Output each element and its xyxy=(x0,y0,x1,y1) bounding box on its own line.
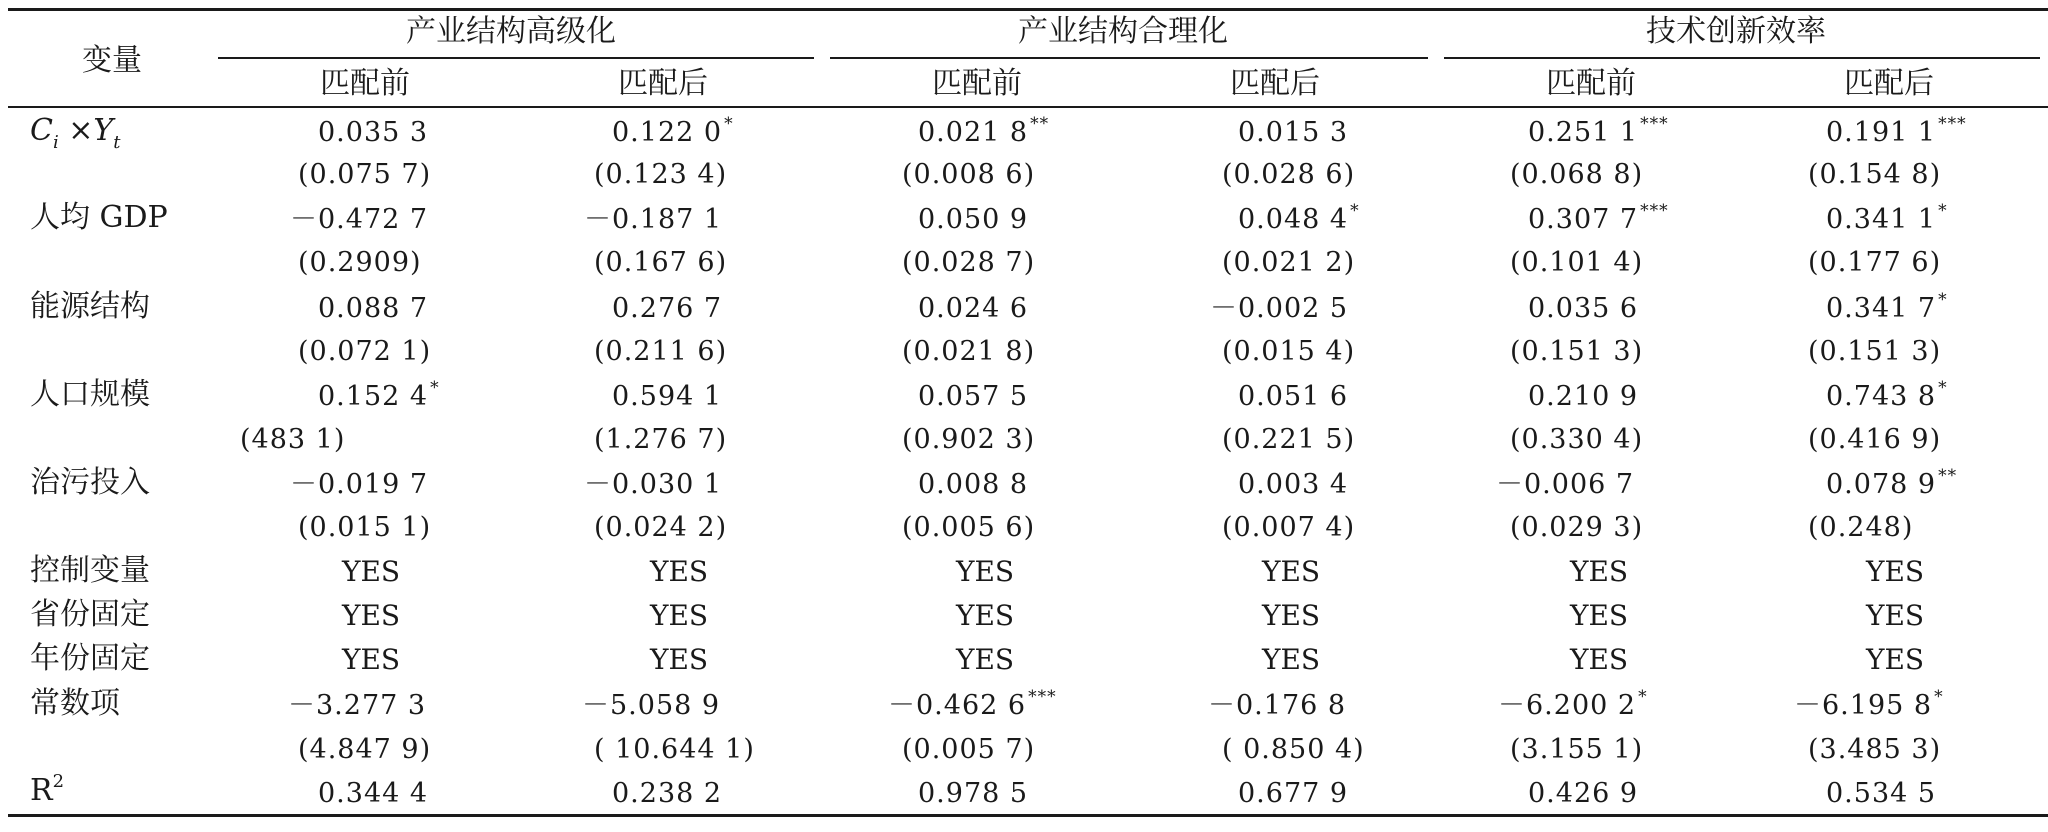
pop-se-6: (0.416 9) xyxy=(1808,424,1942,455)
energy-se-6: (0.151 3) xyxy=(1808,336,1942,367)
row-label-constant: 常数项 xyxy=(30,686,120,721)
energy-se-2: (0.211 6) xyxy=(594,336,728,367)
cy-se-2: (0.123 4) xyxy=(594,159,728,190)
pop-se-2: (1.276 7) xyxy=(594,424,728,455)
row-label-r-squared: $R^2$ xyxy=(30,771,65,808)
gdp-se-2: (0.167 6) xyxy=(594,247,728,278)
energy-coef-5: 0.035 6 xyxy=(1528,293,1639,324)
control-val-4: YES xyxy=(1262,555,1321,588)
cy-coef-5: 0.251 1 *** xyxy=(1528,114,1669,148)
group-underline-1 xyxy=(218,57,814,59)
r2-val-6: 0.534 5 xyxy=(1826,778,1937,809)
pollution-se-6: (0.248) xyxy=(1808,512,1914,543)
province-val-1: YES xyxy=(342,599,401,632)
top-rule xyxy=(8,8,2048,11)
const-coef-1: －3.277 3 xyxy=(288,690,427,721)
sub-header-4: 匹配后 xyxy=(1230,66,1320,101)
pollution-coef-3: 0.008 8 xyxy=(918,469,1029,500)
r2-val-3: 0.978 5 xyxy=(918,778,1029,809)
gdp-se-6: (0.177 6) xyxy=(1808,247,1942,278)
cy-coef-6: 0.191 1 *** xyxy=(1826,114,1967,148)
pollution-coef-4: 0.003 4 xyxy=(1238,469,1349,500)
sub-header-3: 匹配前 xyxy=(932,66,1022,101)
gdp-se-5: (0.101 4) xyxy=(1510,247,1644,278)
control-val-1: YES xyxy=(342,555,401,588)
cy-coef-3: 0.021 8 ** xyxy=(918,114,1050,148)
const-coef-6: －6.195 8 * xyxy=(1794,687,1944,721)
cy-se-4: (0.028 6) xyxy=(1222,159,1356,190)
province-val-3: YES xyxy=(956,599,1015,632)
pop-se-5: (0.330 4) xyxy=(1510,424,1644,455)
row-label-population: 人口规模 xyxy=(30,377,150,412)
year-val-3: YES xyxy=(956,643,1015,676)
pollution-se-1: (0.015 1) xyxy=(298,512,432,543)
const-se-1: (4.847 9) xyxy=(298,734,432,765)
cy-se-1: (0.075 7) xyxy=(298,159,432,190)
control-val-2: YES xyxy=(650,555,709,588)
group-underline-2 xyxy=(830,57,1428,59)
sub-header-1: 匹配前 xyxy=(320,66,410,101)
header-rule xyxy=(8,106,2048,108)
gdp-coef-2: －0.187 1 xyxy=(584,204,723,235)
pollution-coef-5: －0.006 7 xyxy=(1496,469,1635,500)
province-val-6: YES xyxy=(1866,599,1925,632)
pollution-se-4: (0.007 4) xyxy=(1222,512,1356,543)
pollution-se-3: (0.005 6) xyxy=(902,512,1036,543)
cy-se-3: (0.008 6) xyxy=(902,159,1036,190)
const-se-3: (0.005 7) xyxy=(902,734,1036,765)
pollution-se-5: (0.029 3) xyxy=(1510,512,1644,543)
control-val-6: YES xyxy=(1866,555,1925,588)
sub-header-2: 匹配后 xyxy=(618,66,708,101)
const-coef-5: －6.200 2 * xyxy=(1498,687,1648,721)
pop-se-3: (0.902 3) xyxy=(902,424,1036,455)
cy-se-6: (0.154 8) xyxy=(1808,159,1942,190)
pollution-se-2: (0.024 2) xyxy=(594,512,728,543)
row-label-interaction: $C_i \times Y_t$ xyxy=(30,113,121,153)
pop-coef-2: 0.594 1 xyxy=(612,381,723,412)
year-val-1: YES xyxy=(342,643,401,676)
sub-header-5: 匹配前 xyxy=(1546,66,1636,101)
group-header-2: 产业结构合理化 xyxy=(1018,14,1228,49)
year-val-6: YES xyxy=(1866,643,1925,676)
gdp-coef-4: 0.048 4 * xyxy=(1238,201,1360,235)
energy-se-4: (0.015 4) xyxy=(1222,336,1356,367)
r2-val-2: 0.238 2 xyxy=(612,778,723,809)
gdp-se-1: (0.2909) xyxy=(298,247,422,278)
pop-se-4: (0.221 5) xyxy=(1222,424,1356,455)
cy-coef-2: 0.122 0 * xyxy=(612,114,734,148)
row-label-gdp: 人均 GDP xyxy=(30,200,168,235)
energy-se-3: (0.021 8) xyxy=(902,336,1036,367)
pop-coef-6: 0.743 8 * xyxy=(1826,378,1948,412)
pollution-coef-2: －0.030 1 xyxy=(584,469,723,500)
energy-se-1: (0.072 1) xyxy=(298,336,432,367)
control-val-5: YES xyxy=(1570,555,1629,588)
gdp-se-3: (0.028 7) xyxy=(902,247,1036,278)
gdp-coef-5: 0.307 7 *** xyxy=(1528,201,1669,235)
const-se-6: (3.485 3) xyxy=(1808,734,1942,765)
energy-coef-4: －0.002 5 xyxy=(1210,293,1349,324)
const-coef-2: －5.058 9 xyxy=(582,690,721,721)
energy-coef-1: 0.088 7 xyxy=(318,293,429,324)
year-val-2: YES xyxy=(650,643,709,676)
r2-val-4: 0.677 9 xyxy=(1238,778,1349,809)
gdp-coef-1: －0.472 7 xyxy=(290,204,429,235)
bottom-rule xyxy=(8,814,2048,817)
row-label-pollution: 治污投入 xyxy=(30,465,150,500)
variable-header: 变量 xyxy=(82,43,142,78)
row-label-control: 控制变量 xyxy=(30,553,150,588)
control-val-3: YES xyxy=(956,555,1015,588)
row-label-province: 省份固定 xyxy=(30,597,150,632)
const-se-5: (3.155 1) xyxy=(1510,734,1644,765)
cy-se-5: (0.068 8) xyxy=(1510,159,1644,190)
province-val-5: YES xyxy=(1570,599,1629,632)
cy-coef-1: 0.035 3 xyxy=(318,117,429,148)
energy-coef-3: 0.024 6 xyxy=(918,293,1029,324)
pop-coef-1: 0.152 4 * xyxy=(318,378,440,412)
const-coef-4: －0.176 8 xyxy=(1208,690,1347,721)
r2-val-5: 0.426 9 xyxy=(1528,778,1639,809)
const-se-2: ( 10.644 1) xyxy=(594,734,755,765)
const-coef-3: －0.462 6 *** xyxy=(888,687,1057,721)
gdp-coef-6: 0.341 1 * xyxy=(1826,201,1948,235)
pollution-coef-6: 0.078 9 ** xyxy=(1826,466,1958,500)
group-header-3: 技术创新效率 xyxy=(1646,14,1826,49)
province-val-2: YES xyxy=(650,599,709,632)
r2-val-1: 0.344 4 xyxy=(318,778,429,809)
const-se-4: ( 0.850 4) xyxy=(1222,734,1365,765)
energy-coef-2: 0.276 7 xyxy=(612,293,723,324)
row-label-year: 年份固定 xyxy=(30,641,150,676)
row-label-energy: 能源结构 xyxy=(30,289,150,324)
gdp-coef-3: 0.050 9 xyxy=(918,204,1029,235)
group-underline-3 xyxy=(1444,57,2040,59)
year-val-5: YES xyxy=(1570,643,1629,676)
year-val-4: YES xyxy=(1262,643,1321,676)
gdp-se-4: (0.021 2) xyxy=(1222,247,1356,278)
pop-coef-4: 0.051 6 xyxy=(1238,381,1349,412)
energy-coef-6: 0.341 7 * xyxy=(1826,290,1948,324)
pop-coef-3: 0.057 5 xyxy=(918,381,1029,412)
pollution-coef-1: －0.019 7 xyxy=(290,469,429,500)
pop-se-1: (483 1) xyxy=(240,424,346,455)
energy-se-5: (0.151 3) xyxy=(1510,336,1644,367)
pop-coef-5: 0.210 9 xyxy=(1528,381,1639,412)
sub-header-6: 匹配后 xyxy=(1844,66,1934,101)
cy-coef-4: 0.015 3 xyxy=(1238,117,1349,148)
group-header-1: 产业结构高级化 xyxy=(406,14,616,49)
province-val-4: YES xyxy=(1262,599,1321,632)
